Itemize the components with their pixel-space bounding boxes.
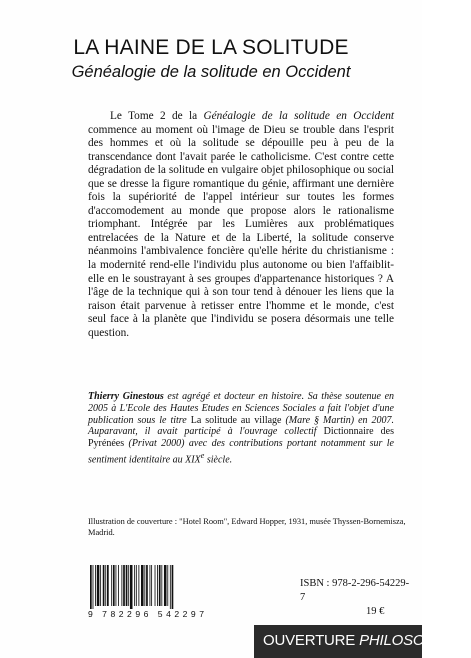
- barcode-bar: [95, 565, 96, 606]
- barcode-digits: 9 782296 542297: [88, 609, 204, 619]
- barcode-bar: [116, 565, 117, 606]
- barcode-bar: [161, 565, 162, 606]
- barcode: [88, 565, 204, 619]
- barcode-bar: [126, 565, 128, 606]
- barcode-bar: [90, 565, 92, 609]
- barcode-bar: [155, 565, 156, 606]
- barcode-bar: [111, 565, 112, 606]
- barcode-bar: [121, 565, 122, 606]
- barcode-bar: [134, 565, 135, 606]
- author-book-title: Dictionnaire des Pyrénées: [88, 426, 395, 450]
- barcode-bar: [159, 565, 161, 606]
- blurb-part: Le Tome 2 de la: [110, 110, 204, 122]
- price: 19 €: [366, 606, 385, 617]
- barcode-bars: [90, 565, 173, 609]
- barcode-bar: [93, 565, 94, 609]
- barcode-bar: [130, 565, 133, 609]
- barcode-bar: [97, 565, 100, 606]
- illustration-credit: Illustration de couverture : "Hotel Room", Edward Hopper, 1931, musée Thyssen-Bornemisza, Madrid.: [88, 517, 406, 537]
- author-bio-part: siècle.: [204, 454, 233, 466]
- barcode-bar: [136, 565, 137, 606]
- isbn-block: [300, 577, 410, 619]
- barcode-bar: [172, 565, 174, 609]
- author-name: Thierry Ginestous: [88, 391, 164, 402]
- author-book-title: La solitude au village: [190, 414, 282, 426]
- barcode-bar: [150, 565, 151, 606]
- isbn-number: ISBN : 978-2-296-54229-7: [300, 578, 410, 603]
- barcode-bar: [141, 565, 144, 606]
- book-subtitle: Généalogie de la solitude en Occident: [71, 63, 351, 81]
- barcode-bar: [167, 565, 168, 606]
- blurb-part: commence au moment où l'image de Dieu se trouble dans l'esprit des hommes et où la solitude se dépouille peu à peu de la transcendance dont l'avait parée le catholicisme. C'est contre cette dégradation de la solitude en vulgaire objet philosophique ou social que se dresse la figure romantique du génie, affirmant une dernière fois la supériorité de l'appel intérieur sur toutes les formes d'accomodement au monde que propose alors le rationalisme triomphant. Intégrée par les Lumières aux problématiques entrelacées de la Nature et de la Liberté, la solitude conserve néanmoins l'ambivalence foncière qu'elle hérite du christianisme : la modernité rend-elle l'individu plus autonome ou bien l'affaiblit-elle en le soustrayant à ses groupes d'appartenance historiques ? A l'âge de la technique qui à son tour tend à dénouer les liens que la raison était parvenue à retisser entre l'homme et le monde, c'est seul face à la planète que l'individu se posera désormais une telle question.: [88, 123, 394, 339]
- barcode-bar: [105, 565, 106, 606]
- author-bio-part: (Privat 2000) avec des contributions portant notamment sur le sentiment identitaire au XIX: [88, 438, 394, 466]
- barcode-bar: [170, 565, 171, 609]
- barcode-bar: [107, 565, 109, 606]
- book-title: LA HAINE DE LA SOLITUDE: [73, 36, 349, 59]
- author-bio-part: (Mare § Martin) en 2007. Auparavant, il avait participé à l'ouvrage collectif: [88, 414, 394, 438]
- barcode-bar: [128, 565, 129, 606]
- blurb-paragraph: [88, 110, 394, 340]
- author-bio-part: est agrégé et docteur en histoire. Sa thèse soutenue en 2005 à L'Ecole des Hautes Etudes en Sciences Sociales a fait l'objet d'une publication sous le titre: [88, 391, 395, 426]
- series-name: [263, 632, 471, 649]
- barcode-bar: [118, 565, 119, 606]
- barcode-bar: [164, 565, 167, 606]
- series-name-part-italic: PHILOSOPHIQU: [359, 632, 471, 649]
- barcode-bar: [100, 565, 101, 606]
- barcode-bar: [151, 565, 152, 606]
- barcode-bar: [146, 565, 148, 606]
- series-band: [254, 625, 471, 658]
- barcode-bar: [113, 565, 115, 606]
- blurb-book-title: Généalogie de la solitude en Occident: [203, 110, 394, 122]
- barcode-bar: [157, 565, 158, 606]
- author-superscript: e: [200, 450, 205, 460]
- barcode-bar: [144, 565, 145, 606]
- barcode-bar: [138, 565, 139, 606]
- blurb-text: [88, 110, 394, 340]
- barcode-bar: [123, 565, 125, 606]
- series-name-part: OUVERTURE: [263, 632, 360, 649]
- barcode-bar: [103, 565, 105, 606]
- author-bio: [88, 391, 394, 466]
